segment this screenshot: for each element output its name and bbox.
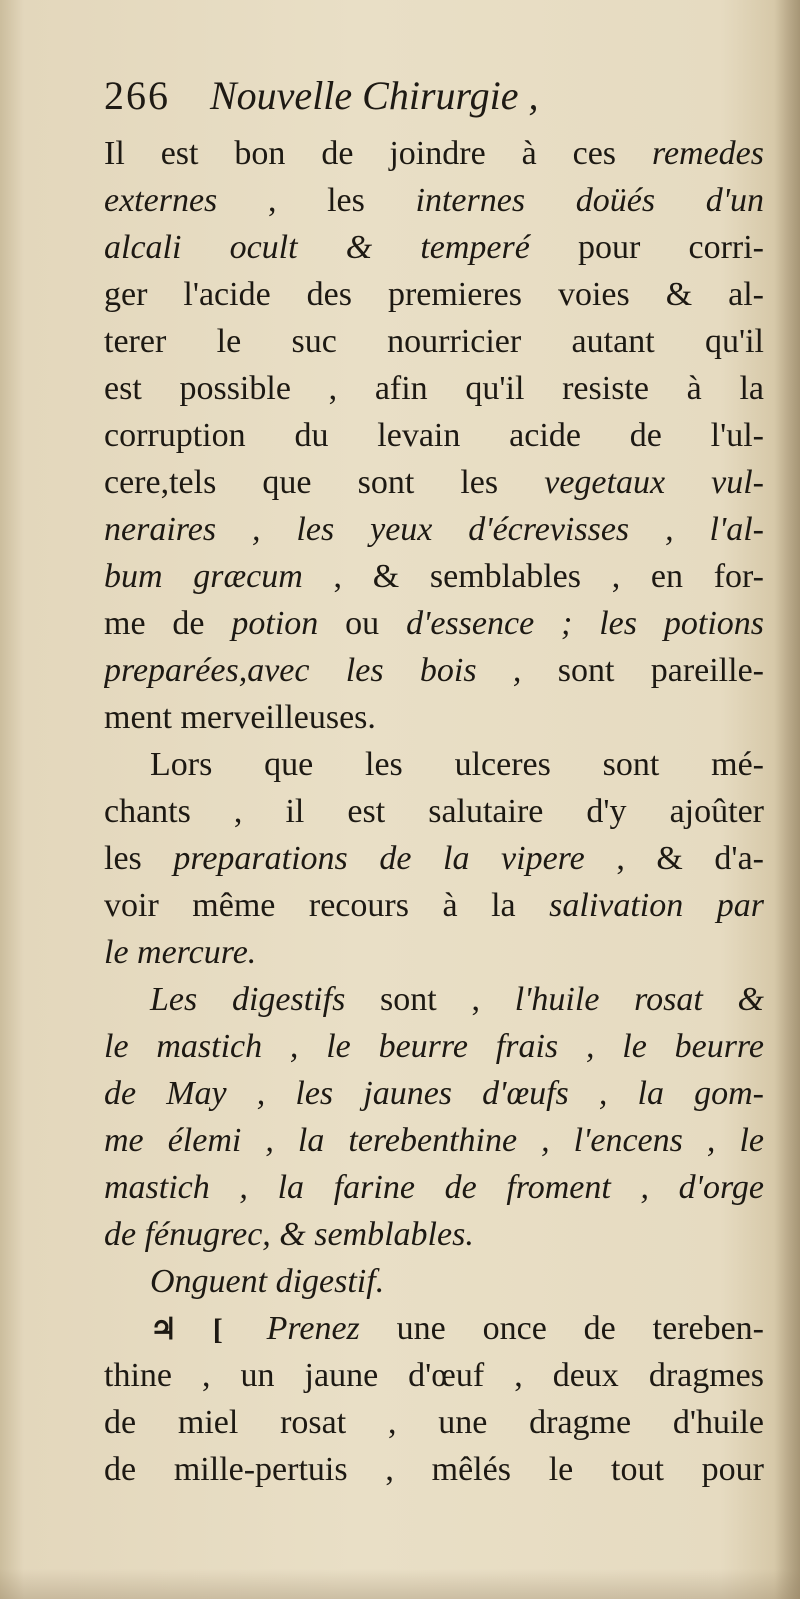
running-title: Nouvelle Chirurgie , [210,73,539,118]
text-line: ger l'acide des premieres voies & al- [104,276,764,313]
body-text [104,130,764,1493]
text-line: mastich , la farine de froment , d'orge [104,1169,764,1206]
text-line: externes , les internes doüés d'un [104,182,764,219]
text-line: le mercure. [104,934,257,971]
text-line: Il est bon de joindre à ces remedes [104,135,764,172]
text-line: chants , il est salutaire d'y ajoûter [104,793,764,830]
text-line: de May , les jaunes d'œufs , la gom- [104,1075,764,1112]
text-line: bum græcum , & semblables , en for- [104,558,764,595]
page-number: 266 [104,73,170,118]
page-header [104,72,664,132]
text-line: alcali ocult & temperé pour corri- [104,229,764,266]
text-line: me élemi , la terebenthine , l'encens , le [104,1122,764,1159]
text-line: est possible , afin qu'il resiste à la [104,370,764,407]
text-line: preparées,avec les bois , sont pareille- [104,652,764,689]
text-line: ♃ [ Prenez une once de tereben- [150,1310,764,1347]
text-line: Les digestifs sont , l'huile rosat & [150,981,764,1018]
text-line: le mastich , le beurre frais , le beurre [104,1028,764,1065]
text-line: corruption du levain acide de l'ul- [104,417,764,454]
text-line: terer le suc nourricier autant qu'il [104,323,764,360]
text-line: neraires , les yeux d'écrevisses , l'al- [104,511,764,548]
page-bottom-shadow [0,1569,800,1599]
text-line: me de potion ou d'essence ; les potions [104,605,764,642]
text-line: de mille-pertuis , mêlés le tout pour [104,1451,764,1488]
section-heading: Onguent digestif. [150,1263,385,1300]
recipe-symbol-icon: ♃ [ [150,1313,259,1346]
text-line: les preparations de la vipere , & d'a- [104,840,764,877]
text-line: de fénugrec, & semblables. [104,1216,474,1253]
text-line: thine , un jaune d'œuf , deux dragmes [104,1357,764,1394]
text-line: ment merveilleuses. [104,699,376,736]
text-line: de miel rosat , une dragme d'huile [104,1404,764,1441]
page-edge-shadow [774,0,800,1599]
text-line: Lors que les ulceres sont mé- [150,746,764,783]
text-line: voir même recours à la salivation par [104,887,764,924]
text-line: cere,tels que sont les vegetaux vul- [104,464,764,501]
